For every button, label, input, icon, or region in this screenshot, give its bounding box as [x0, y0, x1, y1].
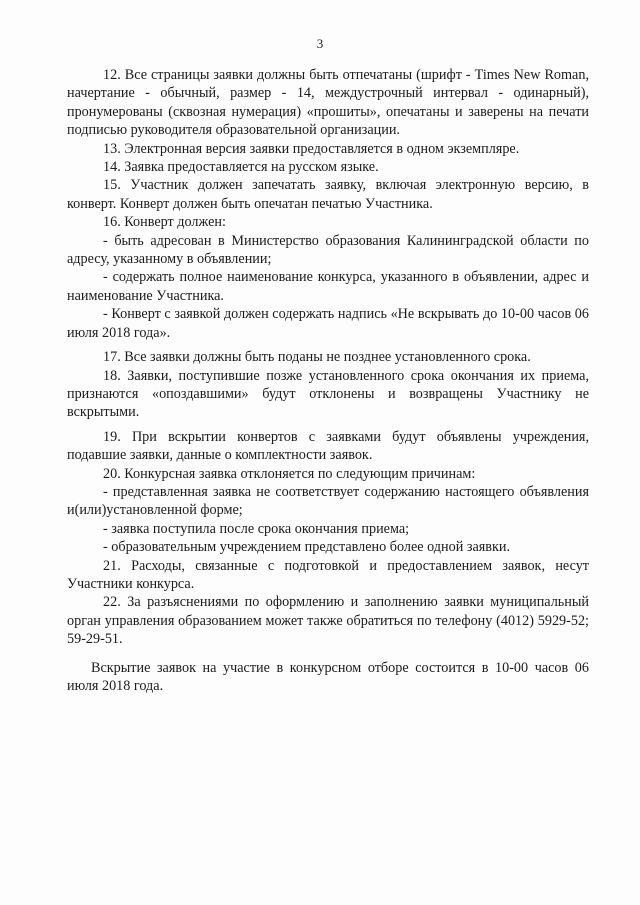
paragraph-15-envelope: 15. Участник должен запечатать заявку, включая электронную версию, в конверт. Конверт должен быть опечатан печатью Участника. [67, 177, 589, 212]
paragraph-19-opening: 19. При вскрытии конвертов с заявками будут объявлены учреждения, подавшие заявки, данные о комплектности заявок. [67, 428, 589, 464]
list-item-contest-name: - содержать полное наименование конкурса, указанного в объявлении, адрес и наименование Участника. [67, 269, 589, 304]
page-number: 3 [316, 36, 324, 51]
list-item-addressed: - быть адресован в Министерство образования Калининградской области по адресу, указанному в объявлении; [67, 232, 589, 268]
list-item-late: - заявка поступила после срока окончания приема; [103, 520, 410, 537]
paragraph-18-late-applications: 18. Заявки, поступившие позже установленного срока окончания их приема, признаются «опоздавшими» будут отклонены и возвращены Участнику не вскрытыми. [67, 367, 589, 421]
paragraph-opening-date: Вскрытие заявок на участие в конкурсном отборе состоится в 10-00 часов 06 июля 2018 года. [67, 659, 589, 694]
paragraph-20-rejection: 20. Конкурсная заявка отклоняется по следующим причинам: [103, 465, 476, 482]
paragraph-13-electronic-version: 13. Электронная версия заявки предоставляется в одном экземпляре. [103, 140, 520, 157]
paragraph-22-clarifications: 22. За разъяснениями по оформлению и заполнению заявки муниципальный орган управления образованием может также обратиться по телефону (4012) 5929-52; 59-29-51. [67, 594, 589, 648]
paragraph-16-envelope-requirements: 16. Конверт должен: [103, 214, 226, 231]
paragraph-14-language: 14. Заявка предоставляется на русском языке. [103, 159, 379, 176]
list-item-nonconformity: - представленная заявка не соответствует содержанию настоящего объявления и(или)установленной форме; [67, 483, 589, 519]
document-body [67, 66, 589, 695]
paragraph-17-deadline: 17. Все заявки должны быть поданы не позднее установленного срока. [103, 349, 531, 366]
list-item-multiple: - образовательным учреждением представлено более одной заявки. [103, 539, 511, 556]
paragraph-12-formatting: 12. Все страницы заявки должны быть отпечатаны (шрифт - Times New Roman, начертание - обычный, размер - 14, междустрочный интервал - одинарный), пронумерованы (сквозная нумерация) «прошиты», опечатаны и заверены на печати подписью руководителя образовательной организации. [67, 67, 589, 139]
paragraph-21-expenses: 21. Расходы, связанные с подготовкой и предоставлением заявок, несут Участники конкурса. [67, 557, 589, 592]
list-item-inscription: - Конверт с заявкой должен содержать надпись «Не вскрывать до 10-00 часов 06 июля 2018 года». [67, 306, 589, 341]
